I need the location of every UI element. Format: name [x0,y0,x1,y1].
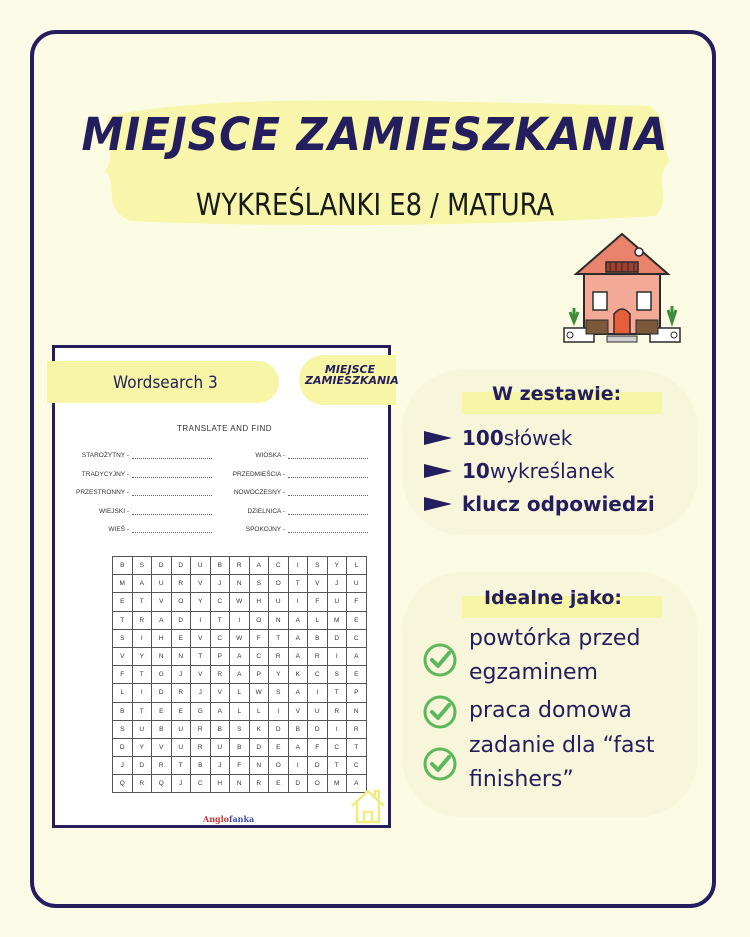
grid-cell: A [249,557,269,575]
grid-cell: E [269,775,289,793]
set-item [424,426,572,450]
worksheet-answer-line [132,526,212,533]
worksheet-word-label: DZIELNICA - [247,507,285,515]
grid-cell: T [269,629,289,647]
grid-cell: I [269,702,289,720]
grid-cell: I [308,684,328,702]
grid-cell: R [132,775,152,793]
grid-cell: L [249,702,269,720]
grid-cell: N [171,647,191,665]
grid-cell: E [152,702,172,720]
set-item-bold: klucz odpowiedzi [462,492,655,516]
worksheet-word-row [57,526,212,533]
grid-cell: E [269,738,289,756]
grid-cell: R [210,666,230,684]
grid-cell: C [327,738,347,756]
grid-cell: R [327,702,347,720]
grid-cell: T [327,757,347,775]
grid-cell: B [191,757,211,775]
grid-cell: R [191,720,211,738]
grid-cell: F [308,593,328,611]
grid-cell: V [308,575,328,593]
grid-cell: A [152,611,172,629]
grid-cell: R [249,775,269,793]
worksheet-word-label: STAROŻYTNY - [81,452,129,459]
grid-cell: B [230,738,250,756]
grid-cell: I [132,629,152,647]
grid-cell: O [269,575,289,593]
grid-cell: J [191,684,211,702]
grid-cell: N [230,575,250,593]
grid-cell: Y [191,593,211,611]
grid-cell: T [132,593,152,611]
grid-cell: B [210,557,230,575]
grid-cell: Q [152,775,172,793]
grid-cell: C [191,775,211,793]
grid-cell: S [113,720,133,738]
grid-cell: U [171,738,191,756]
grid-cell: O [249,611,269,629]
worksheet-instruction: TRANSLATE AND FIND [176,424,273,433]
grid-cell: A [288,738,308,756]
grid-cell: N [347,702,367,720]
grid-cell: Y [132,738,152,756]
check-circle-icon [422,746,458,782]
grid-cell: J [210,575,230,593]
grid-cell: U [308,702,328,720]
grid-cell: V [152,738,172,756]
grid-cell: Y [132,647,152,665]
grid-cell: S [308,557,328,575]
page-title: MIEJSCE ZAMIESZKANIA [81,108,669,161]
worksheet-word-row [215,526,368,533]
worksheet-word-row [215,452,368,459]
grid-cell: T [132,666,152,684]
grid-cell: S [132,557,152,575]
grid-cell: D [171,611,191,629]
ideal-item-1-line1: powtórka przed [469,626,641,651]
grid-cell: I [288,593,308,611]
grid-cell: E [171,629,191,647]
worksheet-answer-line [288,526,368,533]
worksheet-word-label: SPOKOJNY - [245,526,285,533]
grid-cell: C [269,557,289,575]
ideal-item-3-line1: zadanie dla “fast [469,733,655,758]
grid-cell: S [327,666,347,684]
grid-cell: C [347,629,367,647]
grid-row [113,684,367,702]
grid-cell: D [308,757,328,775]
house-icon [562,232,682,352]
grid-cell: P [347,684,367,702]
grid-cell: D [152,557,172,575]
grid-cell: L [347,557,367,575]
grid-cell: B [113,702,133,720]
logo-part2: fanka [229,814,255,824]
grid-row [113,629,367,647]
grid-cell: V [152,593,172,611]
worksheet-answer-line [288,471,368,478]
grid-cell: K [288,666,308,684]
grid-cell: H [210,775,230,793]
worksheet-answer-line [288,489,368,496]
grid-cell: N [230,775,250,793]
grid-cell: S [113,629,133,647]
worksheet-answer-line [132,489,212,496]
grid-cell: R [152,757,172,775]
grid-cell: V [191,629,211,647]
grid-cell: O [308,775,328,793]
grid-cell: T [327,684,347,702]
grid-cell: T [210,611,230,629]
grid-cell: O [269,757,289,775]
grid-cell: U [152,575,172,593]
grid-cell: J [210,757,230,775]
grid-cell: A [230,666,250,684]
grid-cell: E [113,593,133,611]
anglofanka-logo [203,814,254,824]
grid-cell: W [249,684,269,702]
worksheet-word-label: PRZEDMIEŚCIA - [232,470,285,478]
grid-row [113,611,367,629]
grid-cell: W [230,629,250,647]
grid-cell: U [347,575,367,593]
grid-cell: F [113,666,133,684]
grid-cell: V [191,575,211,593]
grid-cell: J [171,775,191,793]
grid-cell: A [288,611,308,629]
worksheet-word-label: TRADYCYJNY - [81,470,129,478]
worksheet-heading: Wordsearch 3 [113,373,218,393]
grid-cell: T [191,647,211,665]
set-item-bold: 100 [462,426,504,450]
grid-cell: J [171,666,191,684]
grid-cell: H [152,629,172,647]
grid-cell: R [191,738,211,756]
set-item [424,459,615,483]
grid-cell: B [210,720,230,738]
grid-cell: R [132,611,152,629]
grid-cell: J [113,757,133,775]
worksheet-word-row [57,489,212,496]
grid-cell: A [288,629,308,647]
grid-row [113,720,367,738]
logo-part1: Anglo [203,814,229,824]
ideal-item-3 [469,729,655,797]
check-circle-icon [422,642,458,678]
page-subtitle: WYKREŚLANKI E8 / MATURA [195,188,555,223]
worksheet-word-label: WIEJSKI - [99,507,129,515]
grid-cell: M [113,575,133,593]
grid-row [113,647,367,665]
worksheet-word-row [215,471,368,478]
grid-cell: E [347,666,367,684]
grid-cell: R [230,557,250,575]
grid-cell: U [327,593,347,611]
ideal-item-2: praca domowa [469,698,632,723]
grid-cell: S [269,684,289,702]
grid-cell: A [347,647,367,665]
grid-cell: V [113,647,133,665]
worksheet-answer-line [288,452,368,459]
worksheet-answer-line [288,508,368,515]
worksheet-badge-line2: ZAMIESZKANIA [305,374,399,387]
grid-cell: F [347,593,367,611]
grid-cell: U [132,720,152,738]
grid-cell: F [249,629,269,647]
grid-cell: T [347,738,367,756]
worksheet-house-icon [348,786,388,826]
grid-cell: D [327,629,347,647]
grid-cell: M [327,611,347,629]
worksheet-word-row [57,452,212,459]
grid-cell: O [171,593,191,611]
grid-cell: G [152,666,172,684]
grid-cell: I [191,611,211,629]
grid-cell: I [327,647,347,665]
grid-cell: R [347,720,367,738]
grid-cell: B [288,720,308,738]
grid-cell: I [288,557,308,575]
grid-cell: D [249,738,269,756]
grid-cell: V [210,684,230,702]
grid-cell: I [132,684,152,702]
grid-cell: C [210,629,230,647]
grid-cell: S [230,720,250,738]
grid-cell: D [171,557,191,575]
grid-cell: C [210,593,230,611]
worksheet-word-label: NOWOCZESNY - [233,489,285,496]
grid-cell: Q [113,775,133,793]
grid-row [113,738,367,756]
grid-row [113,575,367,593]
grid-cell: V [288,702,308,720]
set-item-rest: słówek [503,426,573,450]
grid-row [113,593,367,611]
grid-cell: N [152,647,172,665]
grid-cell: J [327,575,347,593]
grid-cell: R [269,647,289,665]
worksheet-word-label: PRZESTRONNY - [76,489,129,496]
set-item [424,492,655,516]
ideal-item-1 [469,622,640,690]
grid-cell: C [347,757,367,775]
grid-cell: T [288,575,308,593]
worksheet-badge-text [305,363,399,387]
arrow-icon [424,431,452,445]
grid-cell: A [288,647,308,665]
grid-cell: N [269,611,289,629]
grid-cell: V [191,666,211,684]
grid-cell: R [171,575,191,593]
grid-row [113,757,367,775]
grid-cell: Y [269,666,289,684]
grid-cell: A [210,702,230,720]
grid-cell: C [308,666,328,684]
grid-row [113,557,367,575]
grid-cell: L [230,684,250,702]
grid-cell: L [230,702,250,720]
grid-cell: U [171,720,191,738]
grid-cell: D [269,720,289,738]
grid-cell: A [132,575,152,593]
grid-cell: I [327,720,347,738]
grid-cell: F [308,738,328,756]
grid-cell: B [308,629,328,647]
grid-cell: P [210,647,230,665]
set-heading: W zestawie: [492,383,622,405]
grid-cell: C [249,647,269,665]
grid-cell: B [152,720,172,738]
grid-cell: I [288,757,308,775]
worksheet-answer-line [132,508,212,515]
grid-cell: H [249,593,269,611]
grid-cell: A [230,647,250,665]
grid-cell: N [249,757,269,775]
grid-row [113,775,367,793]
grid-cell: D [132,757,152,775]
ideal-heading: Idealne jako: [484,587,623,609]
grid-cell: L [113,684,133,702]
grid-cell: S [249,575,269,593]
set-item-bold: 10 [462,459,490,483]
grid-cell: U [269,593,289,611]
ideal-item-3-line2: finishers” [469,767,574,792]
worksheet-word-label: WIEŚ - [108,526,129,533]
worksheet-answer-line [132,471,212,478]
worksheet-word-label: WIOSKA - [255,452,285,459]
grid-cell: Y [327,557,347,575]
grid-cell: D [152,684,172,702]
grid-row [113,702,367,720]
arrow-icon [424,497,452,511]
arrow-icon [424,464,452,478]
grid-cell: D [113,738,133,756]
worksheet-preview [52,345,399,828]
grid-cell: W [230,593,250,611]
worksheet-word-row [215,508,368,515]
grid-cell: D [308,720,328,738]
set-item-rest: wykreślanek [489,459,615,483]
grid-cell: F [230,757,250,775]
wordsearch-grid [112,556,367,793]
grid-cell: D [288,775,308,793]
grid-cell: P [249,666,269,684]
grid-cell: U [210,738,230,756]
worksheet-word-row [215,489,368,496]
grid-cell: A [288,684,308,702]
grid-cell: E [171,702,191,720]
ideal-item-1-line2: egzaminem [469,660,598,685]
grid-cell: B [113,557,133,575]
grid-cell: M [327,775,347,793]
grid-cell: I [230,611,250,629]
worksheet-word-row [57,471,212,478]
worksheet-answer-line [132,452,212,459]
grid-cell: T [171,757,191,775]
worksheet-badge-line1: MIEJSCE [324,363,376,376]
grid-cell: E [347,611,367,629]
grid-cell: G [191,702,211,720]
grid-cell: R [308,647,328,665]
grid-cell: K [249,720,269,738]
grid-cell: T [113,611,133,629]
grid-cell: L [308,611,328,629]
grid-cell: R [171,684,191,702]
worksheet-word-row [57,508,212,515]
grid-cell: U [191,557,211,575]
grid-row [113,666,367,684]
check-circle-icon [422,694,458,730]
grid-cell: T [132,702,152,720]
grid-cell: A [347,775,367,793]
